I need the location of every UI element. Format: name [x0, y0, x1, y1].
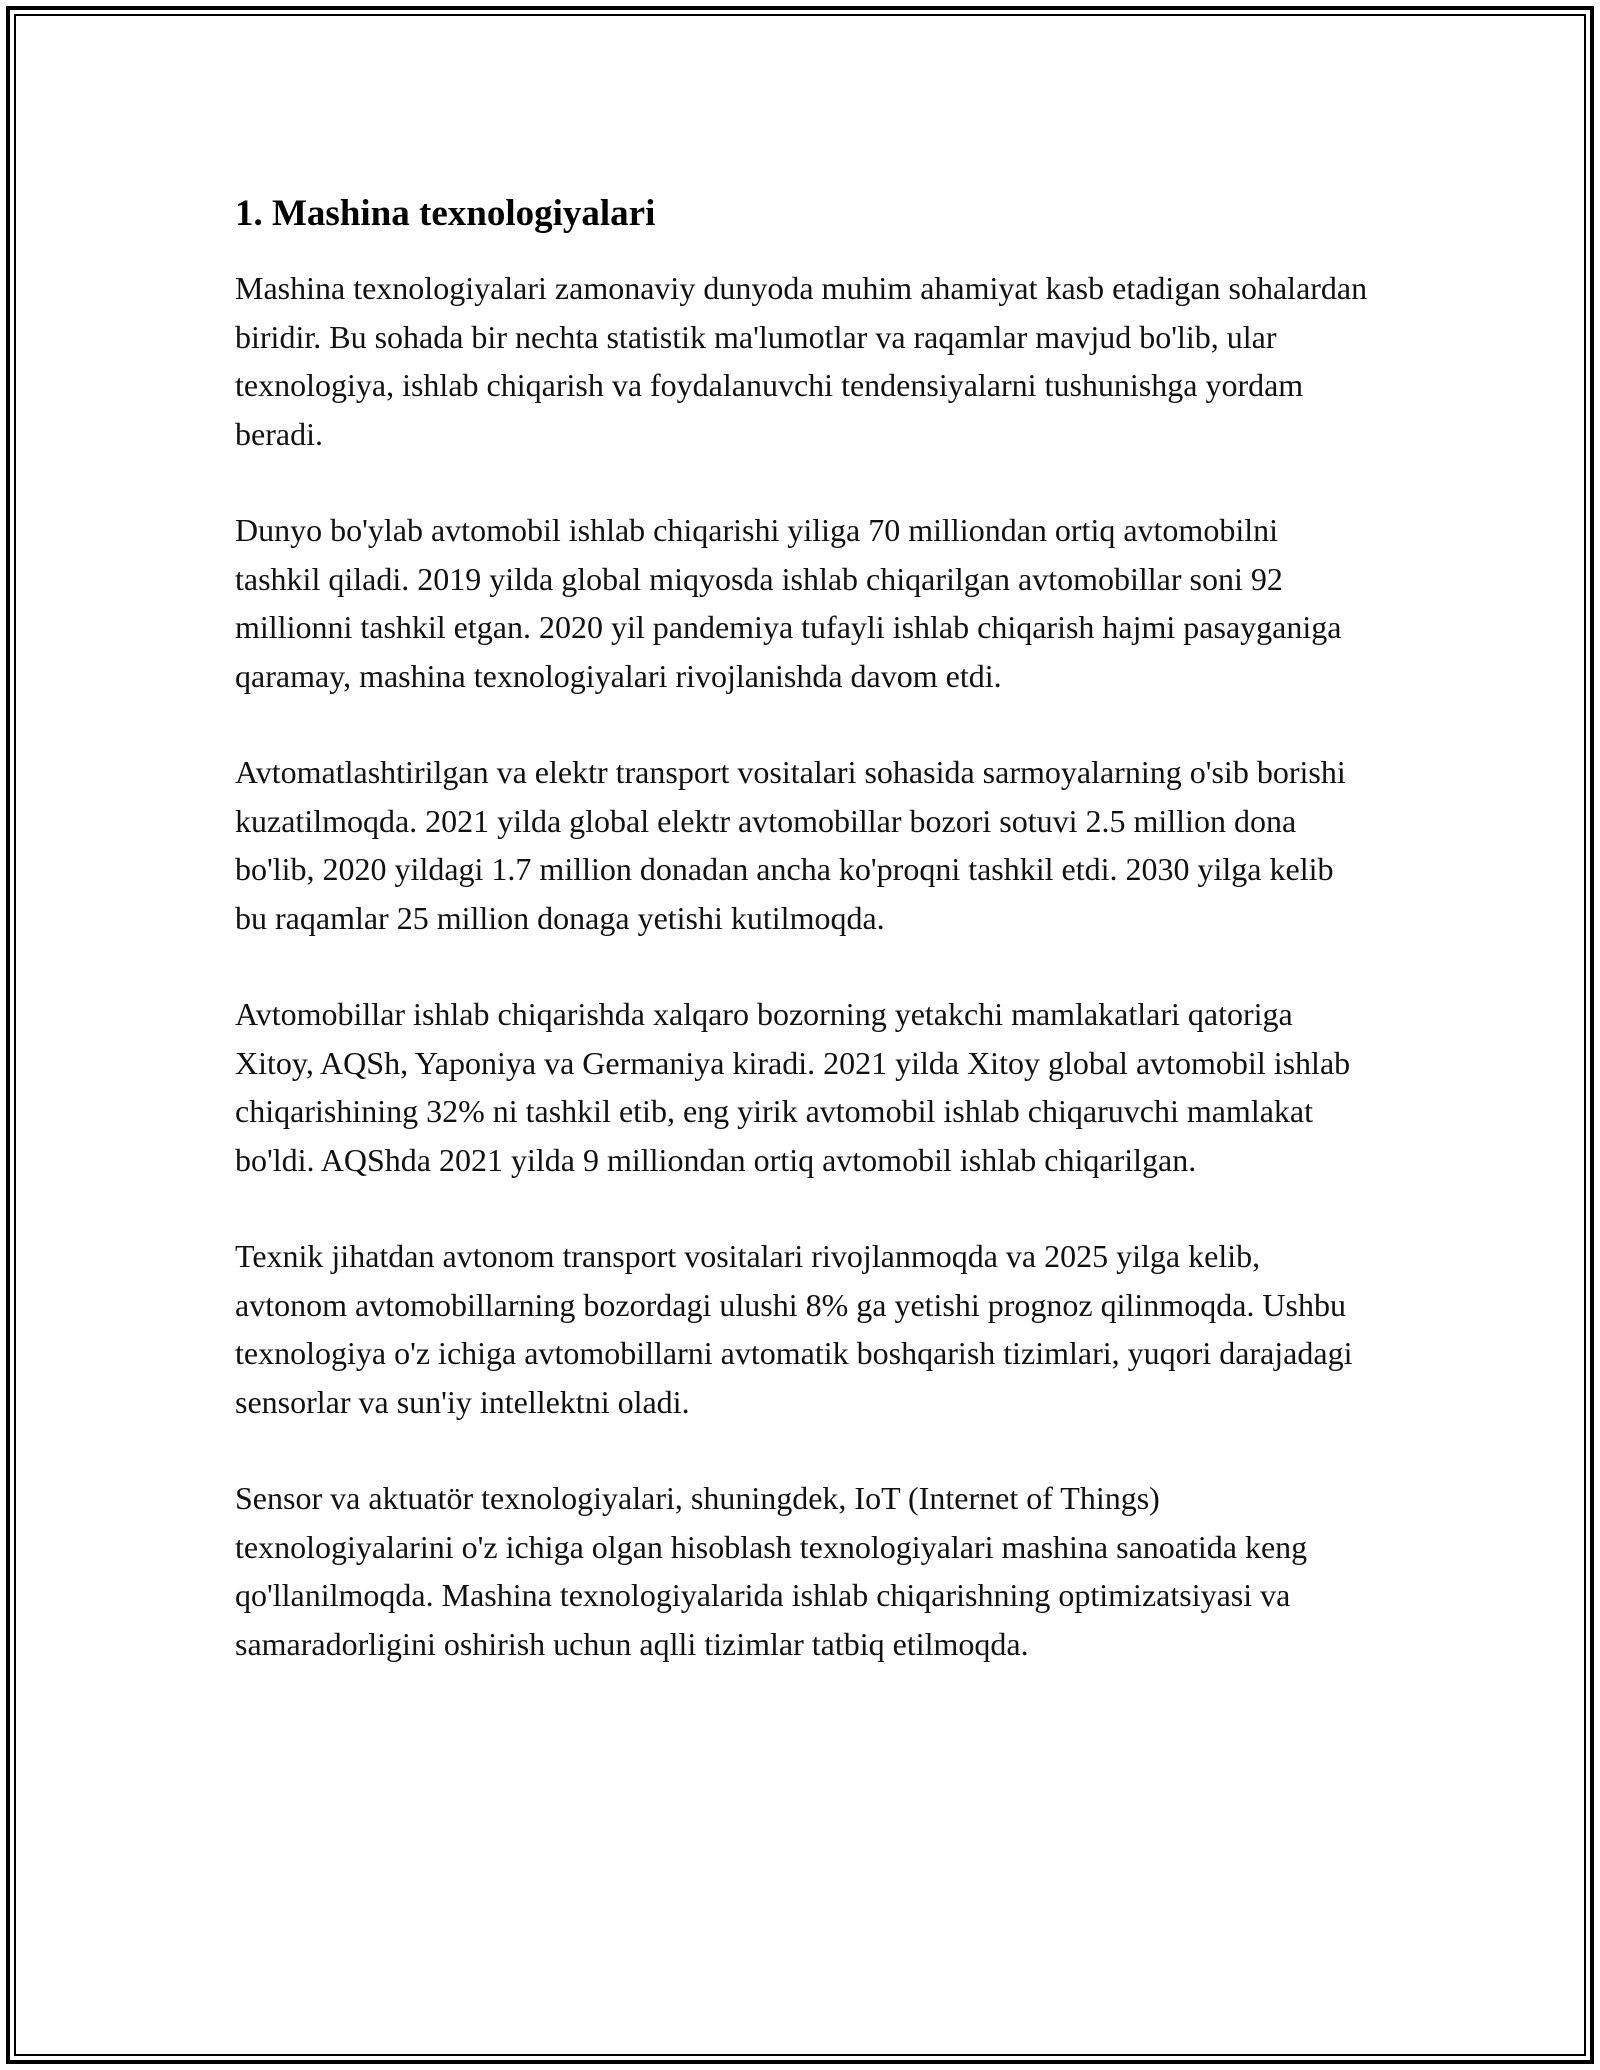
- document-body: [235, 188, 1370, 1716]
- paragraph: Avtomobillar ishlab chiqarishda xalqaro bozorning yetakchi mamlakatlari qatoriga Xitoy, AQSh, Yaponiya va Germaniya kiradi. 2021 yilda Xitoy global avtomobil ishlab chiqarishining 32% ni tashkil etib, eng yirik avtomobil ishlab chiqaruvchi mamlakat bo'ldi. AQShda 2021 yilda 9 milliondan ortiq avtomobil ishlab chiqarilgan.: [235, 996, 1351, 1178]
- paragraph: Mashina texnologiyalari zamonaviy dunyoda muhim ahamiyat kasb etadigan sohalardan biridir. Bu sohada bir nechta statistik ma'lumotlar va raqamlar mavjud bo'lib, ular texnologiya, ishlab chiqarish va foydalanuvchi tendensiyalarni tushunishga yordam beradi.: [235, 270, 1368, 452]
- paragraph: Sensor va aktuatör texnologiyalari, shuningdek, IoT (Internet of Things) texnologiyalarini o'z ichiga olgan hisoblash texnologiyalari mashina sanoatida keng qo'llanilmoqda. Mashina texnologiyalarida ishlab chiqarishning optimizatsiyasi va samaradorligini oshirish uchun aqlli tizimlar tatbiq etilmoqda.: [235, 1480, 1308, 1662]
- section-title: 1. Mashina texnologiyalari: [235, 193, 656, 234]
- paragraph: Avtomatlashtirilgan va elektr transport vositalari sohasida sarmoyalarning o'sib borishi kuzatilmoqda. 2021 yilda global elektr avtomobillar bozori sotuvi 2.5 million dona bo'lib, 2020 yildagi 1.7 million donadan ancha ko'proqni tashkil etdi. 2030 yilga kelib bu raqamlar 25 million donaga yetishi kutilmoqda.: [235, 754, 1346, 936]
- paragraph: Dunyo bo'ylab avtomobil ishlab chiqarishi yiliga 70 milliondan ortiq avtomobilni tashkil qiladi. 2019 yilda global miqyosda ishlab chiqarilgan avtomobillar soni 92 millionni tashkil etgan. 2020 yil pandemiya tufayli ishlab chiqarish hajmi pasayganiga qaramay, mashina texnologiyalari rivojlanishda davom etdi.: [235, 512, 1342, 694]
- paragraph: Texnik jihatdan avtonom transport vositalari rivojlanmoqda va 2025 yilga kelib, avtonom avtomobillarning bozordagi ulushi 8% ga yetishi prognoz qilinmoqda. Ushbu texnologiya o'z ichiga avtomobillarni avtomatik boshqarish tizimlari, yuqori darajadagi sensorlar va sun'iy intellektni oladi.: [235, 1238, 1353, 1420]
